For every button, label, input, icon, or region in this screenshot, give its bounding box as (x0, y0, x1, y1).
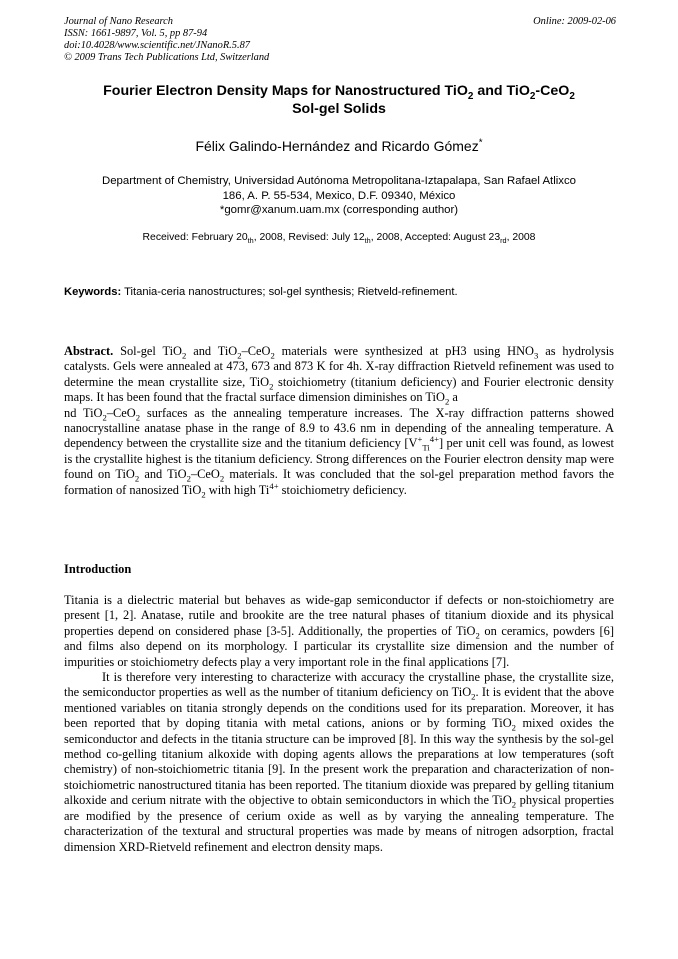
abstract-text: a (449, 390, 458, 405)
online-date: Online: 2009-02-06 (533, 16, 616, 27)
journal-header (64, 16, 269, 64)
subscript: 2 (237, 350, 242, 361)
keywords-text: Titania-ceria nanostructures; sol-gel synthesis; Rietveld-refinement. (121, 286, 458, 298)
accepted-date: , 2008, Accepted: August 23 (370, 232, 501, 243)
subscript: 2 (186, 473, 191, 484)
abstract-label: Abstract. (64, 344, 114, 358)
keywords (64, 285, 458, 299)
abstract (64, 344, 614, 498)
abstract-text: nd TiO (64, 405, 103, 420)
intro-text: mixed oxides the semiconductor and defects in the titania structure can be improved [8]. In this way the synthesis by the sol-gel method co-gelling titanium alkoxide with doping agents allows the preparations at low temperatures (soft chemistry) of non-stoichiometric titania [9]. In the present work the preparation and characterization of non-stoichiometric nanostructured titania has been reported. The titanium dioxide was prepared by gelling titanium alkoxide and cerium nitrate with the objective to obtain semiconductors in which the TiO (64, 716, 614, 808)
introduction-body (64, 593, 614, 855)
intro-text: Titania is a dielectric material but behaves as wide-gap semiconductor if defects or non-stoichiometry are present [1, 2]. Anatase, rutile and brookite are the tree natural phases of titanium dioxide and its physical properties depend on considered phase [3-5]. Additionally, the properties of TiO (64, 593, 614, 638)
journal-issn: ISSN: 1661-9897, Vol. 5, pp 87-94 (64, 28, 208, 39)
abstract-text: stoichiometry deficiency. (278, 482, 407, 497)
subscript: Ti (422, 442, 430, 453)
intro-text: physical properties are modified by the presence of cerium oxide as well as by varying the annealing temperature. The characterization of the textural and structural properties was made by means of nitrogen adsorption, fractal dimension XRD-Rietveld refinement and electron density maps. (64, 793, 614, 854)
journal-doi: doi:10.4028/www.scientific.net/JNanoR.5.87 (64, 40, 250, 51)
intro-paragraph-1 (64, 593, 614, 670)
subscript: 2 (471, 691, 476, 702)
received-date: Received: February 20 (142, 232, 248, 243)
subscript: 2 (135, 412, 141, 423)
abstract-text: ] per unit cell was found, as lowest is the crystallite highest is the titanium deficiency. Strong differences on the Fourier electron density map were found on TiO (64, 436, 614, 482)
received-suffix: th (247, 236, 254, 246)
abstract-text: as hydrolysis catalysts. Gels were annealed at 473, 673 and 873 K for 4h. X-ray diffraction Rietveld refinement was used to determine the mean crystallite size, TiO (64, 344, 614, 389)
abstract-text: stoichiometry (titanium deficiency) and Fourier electronic density maps. It has been found that the fractal surface dimension diminishes on TiO (64, 374, 614, 405)
affiliation (40, 174, 638, 218)
abstract-text: and TiO (139, 467, 187, 482)
subscript: 2 (475, 630, 480, 641)
subscript: 2 (102, 412, 107, 423)
subscript: 2 (269, 381, 274, 392)
keywords-label: Keywords: (64, 286, 122, 298)
abstract-text: –CeO (190, 467, 220, 482)
abstract-text: materials. It was concluded that the sol-gel preparation method favors the formation of nanosized TiO (64, 467, 615, 497)
author-names: Félix Galindo-Hernández and Ricardo Gómez (195, 138, 479, 154)
title-text-3: -CeO (535, 83, 570, 99)
section-heading-introduction: Introduction (64, 562, 132, 576)
abstract-paragraph-1 (64, 344, 614, 406)
paper-title (40, 82, 638, 118)
journal-copyright: © 2009 Trans Tech Publications Ltd, Switzerland (64, 52, 270, 63)
subscript: 3 (534, 350, 539, 361)
abstract-text: surfaces as the annealing temperature increases. The X-ray diffraction patterns showed nanocrystalline anatase phase in the range of 8.9 to 43.6 nm in depending of the annealing temperature. A dependency between the crystallite size and the titanium deficiency [V (64, 405, 614, 451)
subscript: 2 (219, 473, 225, 484)
intro-text: on ceramics, powders [6] and films also depend on its morphology. I particular its crystallite size dimension and the number of impurities or stoichiometry defects play a very important role in the final applications [7]. (64, 623, 614, 669)
corresponding-mark: * (478, 137, 483, 149)
revised-suffix: th (364, 236, 371, 246)
title-text-1: Fourier Electron Density Maps for Nanostructured TiO (103, 83, 468, 99)
title-sub-2: 2 (529, 90, 536, 102)
title-sub-3: 2 (569, 90, 575, 102)
abstract-text: –CeO (106, 405, 136, 420)
subscript: 2 (182, 350, 187, 361)
author-list (40, 137, 638, 155)
subscript: 2 (201, 489, 206, 500)
corresponding-email: *gomr@xanum.uam.mx (corresponding author) (219, 204, 459, 216)
title-text-4: Sol-gel Solids (292, 101, 386, 117)
intro-text: It is therefore very interesting to characterize with accuracy the crystalline phase, the crystallite size, the semiconductor properties as well as the number of titanium deficiency on TiO (64, 670, 614, 700)
dates-end: , 2008 (506, 232, 536, 243)
subscript: 2 (134, 473, 140, 484)
abstract-text: and TiO (186, 344, 238, 358)
revised-date: , 2008, Revised: July 12 (253, 232, 365, 243)
affiliation-line-2: 186, A. P. 55-534, Mexico, D.F. 09340, México (222, 189, 456, 202)
superscript: 4+ (269, 480, 279, 491)
subscript: 2 (444, 396, 450, 407)
intro-text: . It is evident that the above mentioned variables on titania strongly depends on the conditions used for its preparation. Moreover, it has been reported that by doping titania with metal cations, anions or by forming TiO (64, 685, 614, 731)
subscript: 2 (511, 799, 517, 810)
superscript: 4+ (429, 434, 439, 445)
abstract-text: with high Ti (205, 482, 270, 497)
abstract-text: –CeO (241, 344, 271, 358)
subscript: 2 (511, 722, 516, 733)
intro-paragraph-2 (64, 670, 614, 855)
abstract-paragraph-2 (64, 406, 614, 498)
abstract-text: materials were synthesized at pH3 using HNO (274, 344, 535, 358)
title-text-2: and TiO (473, 83, 530, 99)
publication-dates (40, 231, 638, 245)
title-sub-1: 2 (467, 90, 474, 102)
subscript: 2 (270, 350, 275, 361)
affiliation-line-1: Department of Chemistry, Universidad Autónoma Metropolitana-Iztapalapa, San Rafael Atlixco (101, 175, 576, 187)
journal-name: Journal of Nano Research (64, 16, 173, 27)
abstract-text: Sol-gel TiO (113, 344, 183, 358)
superscript: + (417, 434, 423, 445)
accepted-suffix: rd (500, 236, 507, 246)
